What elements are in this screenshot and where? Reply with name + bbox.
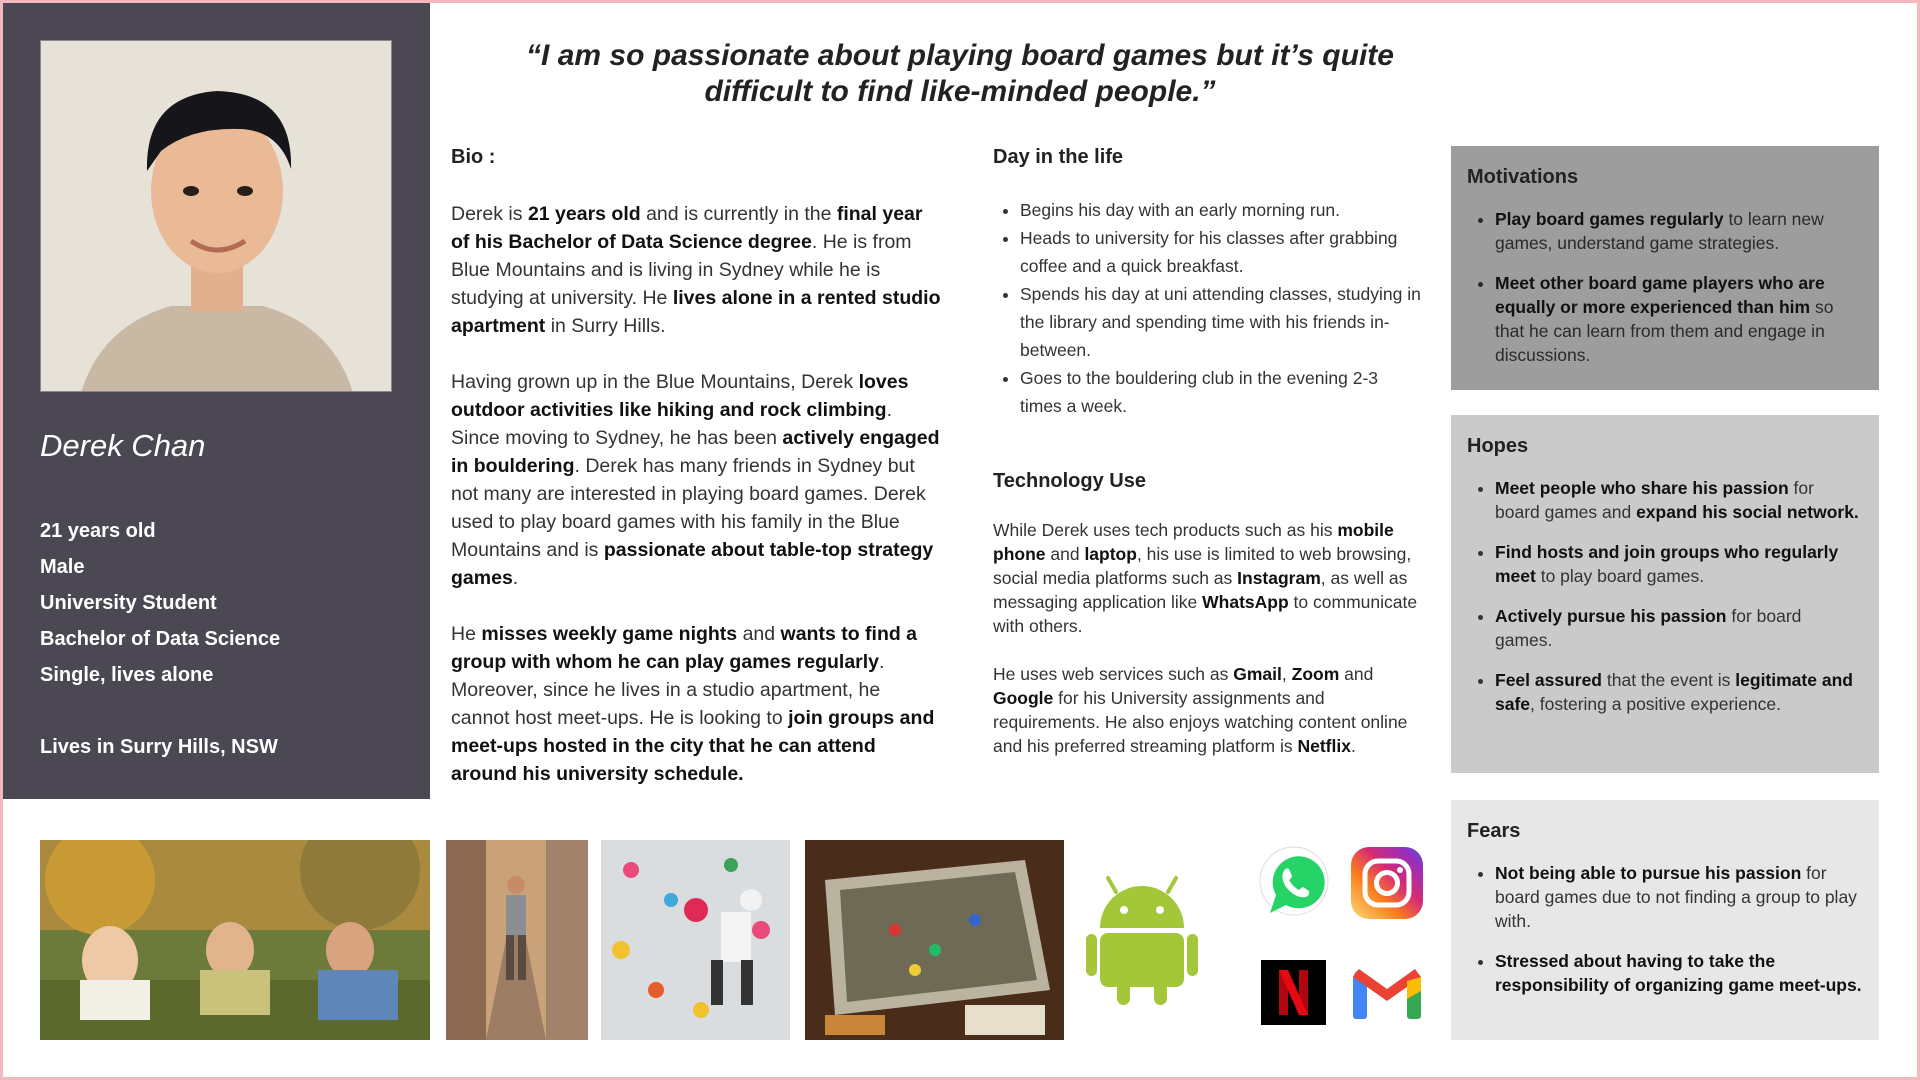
emphasis-text: lives alone in a rented studio apartment <box>451 287 941 337</box>
body-text: and is currently in the <box>640 203 837 225</box>
persona-facts <box>40 513 280 765</box>
fears-list <box>1467 861 1863 997</box>
body-text: and <box>1339 664 1374 684</box>
whatsapp-icon <box>1256 845 1332 921</box>
persona-name: Derek Chan <box>40 428 206 463</box>
body-text: to play board games. <box>1535 566 1705 586</box>
emphasis-text: Zoom <box>1291 664 1340 684</box>
emphasis-text: misses weekly game nights <box>481 623 738 645</box>
body-text: , his use is limited to web browsing, social media platforms such as <box>993 544 1412 588</box>
persona-gender: Male <box>40 556 85 578</box>
emphasis-text: Instagram <box>1237 568 1321 588</box>
emphasis-text: Google <box>993 688 1054 708</box>
emphasis-text: Play board games regularly <box>1495 209 1724 229</box>
emphasis-text: Actively pursue his passion <box>1495 606 1727 626</box>
bio-title: Bio : <box>451 146 496 168</box>
body-text: for board games and <box>1495 478 1814 522</box>
body-text: , as well as messaging application like <box>993 568 1408 612</box>
body-text: He uses web services such as <box>993 664 1234 684</box>
emphasis-text: Stressed about having to take the responsibility of organizing game meet-ups. <box>1495 951 1862 995</box>
board-game-photo <box>805 840 1064 1040</box>
body-text: in Surry Hills. <box>545 315 666 337</box>
bio-paragraph <box>451 200 941 340</box>
android-icon <box>1086 870 1198 1005</box>
portrait-photo <box>40 40 392 392</box>
body-text: . Since moving to Sydney, he has been <box>451 399 893 449</box>
body-text: and <box>1045 544 1085 564</box>
tech-text <box>993 518 1418 782</box>
emphasis-text: Find hosts and join groups who regularly meet <box>1495 542 1839 586</box>
body-text: . <box>512 567 519 589</box>
body-text: Derek is <box>451 203 528 225</box>
tech-paragraph <box>993 662 1418 758</box>
emphasis-text: 21 years old <box>527 203 641 225</box>
body-text: While Derek uses tech products such as his <box>993 520 1338 540</box>
body-text: to learn new games, understand game strategies. <box>1495 209 1824 253</box>
emphasis-text: Not being able to pursue his passion <box>1495 863 1802 883</box>
motivations-title: Motivations <box>1467 166 1579 188</box>
fear-item <box>1495 949 1863 997</box>
fear-item <box>1495 861 1863 933</box>
friends-outdoors-photo <box>40 840 430 1040</box>
body-text: . <box>1350 736 1356 756</box>
body-text: for board games due to not finding a group to play with. <box>1495 863 1857 931</box>
emphasis-text: Gmail <box>1233 664 1282 684</box>
bio-paragraph <box>451 620 941 788</box>
emphasis-text: WhatsApp <box>1202 592 1289 612</box>
emphasis-text: Meet people who share his passion <box>1495 478 1789 498</box>
motivation-item <box>1495 271 1863 367</box>
body-text: Having grown up in the Blue Mountains, Derek <box>451 371 859 393</box>
day-item: • Spends his day at uni attending classes, studying in the library and spending time with his friends in-between. <box>1020 280 1422 364</box>
motivation-item <box>1495 207 1863 255</box>
morning-run-photo <box>446 840 588 1040</box>
motivations-list <box>1467 207 1863 367</box>
emphasis-text: final year of his Bachelor of Data Science degree <box>451 203 923 253</box>
day-item: • Heads to university for his classes after grabbing coffee and a quick breakfast. <box>1020 224 1422 280</box>
persona-location: Lives in Surry Hills, NSW <box>40 736 278 758</box>
body-text: He <box>451 623 482 645</box>
fears-card <box>1451 800 1879 1040</box>
motivations-card <box>1451 146 1879 390</box>
persona-age: 21 years old <box>40 520 156 542</box>
body-text: . He is from Blue Mountains and is living in Sydney while he is studying at university. He <box>451 231 912 309</box>
emphasis-text: mobile phone <box>993 520 1394 564</box>
body-text: , fostering a positive experience. <box>1530 694 1782 714</box>
hopes-card <box>1451 415 1879 773</box>
bio-text <box>451 200 941 816</box>
emphasis-text: actively engaged in bouldering <box>451 427 940 477</box>
body-text: for board games. <box>1495 606 1802 650</box>
persona-degree: Bachelor of Data Science <box>40 628 281 650</box>
emphasis-text: passionate about table-top strategy games <box>451 539 934 589</box>
persona-occupation: University Student <box>40 592 217 614</box>
hope-item <box>1495 668 1863 716</box>
hope-item <box>1495 476 1863 524</box>
profile-panel <box>3 3 430 799</box>
emphasis-text: laptop <box>1084 544 1137 564</box>
emphasis-text: join groups and meet-ups hosted in the city that he can attend around his university schedule. <box>451 707 935 785</box>
netflix-icon <box>1261 960 1326 1025</box>
gmail-icon <box>1353 967 1421 1019</box>
tech-title: Technology Use <box>993 470 1146 492</box>
day-list <box>1002 196 1422 420</box>
emphasis-text: expand his social network. <box>1636 502 1859 522</box>
day-item: • Goes to the bouldering club in the evening 2-3 times a week. <box>1020 364 1422 420</box>
emphasis-text: Feel assured <box>1495 670 1602 690</box>
body-text: . Moreover, since he lives in a studio apartment, he cannot host meet-ups. He is looking to <box>451 651 885 729</box>
instagram-icon <box>1351 847 1423 919</box>
emphasis-text: loves outdoor activities like hiking and rock climbing <box>451 371 909 421</box>
emphasis-text: Netflix <box>1297 736 1351 756</box>
day-title: Day in the life <box>993 146 1124 168</box>
emphasis-text: wants to find a group with whom he can play games regularly <box>451 623 918 673</box>
emphasis-text: legitimate and safe <box>1495 670 1853 714</box>
hopes-title: Hopes <box>1467 435 1529 457</box>
body-text: so that he can learn from them and engage in discussions. <box>1495 297 1834 365</box>
hope-item <box>1495 604 1863 652</box>
bio-paragraph <box>451 368 941 592</box>
body-text: that the event is <box>1602 670 1736 690</box>
persona-status: Single, lives alone <box>40 664 214 686</box>
body-text: , <box>1281 664 1292 684</box>
bouldering-photo <box>601 840 790 1040</box>
body-text: and <box>737 623 781 645</box>
emphasis-text: Meet other board game players who are equally or more experienced than him <box>1495 273 1825 317</box>
hope-item <box>1495 540 1863 588</box>
hopes-list <box>1467 476 1863 716</box>
body-text: to communicate with others. <box>993 592 1418 636</box>
day-item: • Begins his day with an early morning run. <box>1020 196 1422 224</box>
body-text: . Derek has many friends in Sydney but not many are interested in playing board games. Derek used to play board games with his family in the Blue Mountains and is <box>451 455 926 561</box>
persona-quote: “I am so passionate about playing board games but it’s quite difficult to find like-minded people.” <box>526 39 1394 108</box>
tech-paragraph <box>993 518 1418 638</box>
fears-title: Fears <box>1467 820 1521 842</box>
body-text: for his University assignments and requirements. He also enjoys watching content online and his preferred streaming platform is <box>993 688 1408 756</box>
